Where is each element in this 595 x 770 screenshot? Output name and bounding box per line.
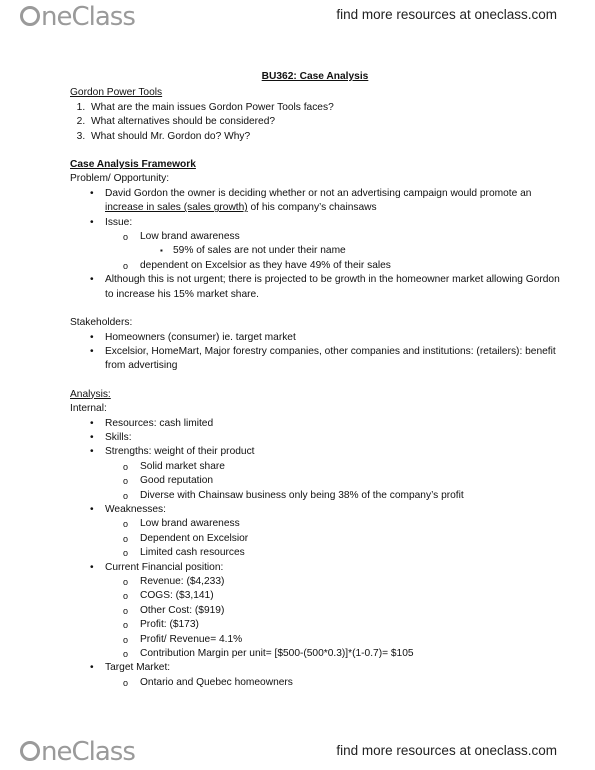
list-item: o Low brand awareness [70, 230, 560, 244]
list-item: • Current Financial position: [70, 561, 560, 575]
logo-ring-icon [20, 6, 40, 26]
document-body [70, 70, 560, 690]
list-item: • Target Market: [70, 661, 560, 675]
document-title: BU362: Case Analysis [261, 71, 369, 82]
list-item: o Ontario and Quebec homeowners [70, 676, 560, 690]
list-item: • Although this is not urgent; there is projected to be growth in the homeowner market allowing Gordon to increase his 15% market share. [70, 273, 560, 302]
header-logo[interactable] [20, 2, 135, 32]
list-item: • Weaknesses: [70, 503, 560, 517]
list-item: o dependent on Excelsior as they have 49% of their sales [70, 259, 560, 273]
list-item: 3. What should Mr. Gordon do? Why? [88, 130, 560, 144]
list-item: 2. What alternatives should be considered? [88, 115, 560, 129]
list-item: ▪ 59% of sales are not under their name [70, 244, 560, 258]
list-item: o Dependent on Excelsior [70, 532, 560, 546]
logo-ring-icon [20, 741, 40, 761]
list-item: 1. What are the main issues Gordon Power Tools faces? [88, 101, 560, 115]
list-item: o COGS: ($3,141) [70, 589, 560, 603]
header-logo-text: neClass [41, 2, 135, 32]
list-item: o Diverse with Chainsaw business only being 38% of the company’s profit [70, 489, 560, 503]
analysis-heading: Analysis: [70, 388, 111, 400]
list-item: • Resources: cash limited [70, 417, 560, 431]
analysis-list [70, 417, 560, 691]
header-link[interactable]: find more resources at oneclass.com [336, 7, 557, 22]
list-item: • David Gordon the owner is deciding whether or not an advertising campaign would promote an increase in sales (sales growth) of his company’s chainsaws [70, 187, 560, 216]
list-item: o Contribution Margin per unit= [$500-(500*0.3)]*(1-0.7)= $105 [70, 647, 560, 661]
question-list [70, 101, 560, 144]
footer-logo-text: neClass [41, 737, 135, 767]
problem-list [70, 187, 560, 302]
list-item: o Low brand awareness [70, 517, 560, 531]
list-item: o Solid market share [70, 460, 560, 474]
list-item: o Profit/ Revenue= 4.1% [70, 633, 560, 647]
list-item: o Good reputation [70, 474, 560, 488]
stakeholders-list [70, 331, 560, 374]
list-item: • Excelsior, HomeMart, Major forestry companies, other companies and institutions: (retailers): benefit from advertising [70, 345, 560, 374]
list-item: o Limited cash resources [70, 546, 560, 560]
list-item: o Other Cost: ($919) [70, 604, 560, 618]
section-heading: Gordon Power Tools [70, 87, 163, 99]
list-item: • Issue: [70, 216, 560, 230]
list-item: • Strengths: weight of their product [70, 445, 560, 459]
footer-link[interactable]: find more resources at oneclass.com [336, 743, 557, 758]
footer-logo[interactable] [20, 737, 135, 767]
list-item: • Homeowners (consumer) ie. target market [70, 331, 560, 345]
problem-heading: Problem/ Opportunity: [70, 173, 170, 185]
internal-heading: Internal: [70, 403, 107, 415]
framework-heading: Case Analysis Framework [70, 159, 196, 171]
list-item: • Skills: [70, 431, 560, 445]
list-item: o Profit: ($173) [70, 618, 560, 632]
stakeholders-heading: Stakeholders: [70, 317, 133, 329]
list-item: o Revenue: ($4,233) [70, 575, 560, 589]
